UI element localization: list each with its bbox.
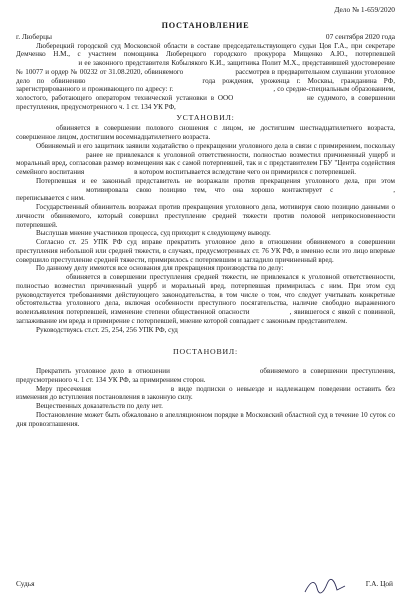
conclusion-intro-paragraph: Выслушав мнение участников процесса, суд приходит к следующему выводу. bbox=[36, 229, 271, 238]
established-heading: УСТАНОВИЛ: bbox=[176, 112, 235, 122]
charge-paragraph: обвиняется в совершении полового сношения с лицом, не достигшим шестнадцатилетнего возраста, совершенное лицом, достигшим восемнадцатилетнего возраста. bbox=[16, 124, 395, 141]
document-title: ПОСТАНОВЛЕНИЕ bbox=[161, 21, 250, 30]
reasoning-paragraph: обвиняется в совершении преступления средней тяжести, не привлекался к уголовной ответственности, полностью возместил причиненный ущерб и моральный вред, потерпевшая примирилась с ним. При этом суд руководствуется требованиями действующего законодательства, в том числе о том, что следует учитывать конкретные обстоятельства уголовного дела, включая особенности преступного посягательства, наличие свободно выраженного волеизъявления потерпевшей, изменение степени общественной опасности , явившегося с явкой с повинной, заглаживание им вреда и примирение с потерпевшей, мнение которой совпадает с законным представителем. bbox=[16, 273, 395, 325]
judge-name: Г.А. Цой bbox=[365, 579, 393, 588]
city-date-line bbox=[16, 33, 395, 42]
motion-paragraph: Обвиняемый и его защитник заявили ходатайство о прекращении уголовного дела в связи с примирением, посколькуранее не привлекался к уголовной ответственности, полностью возместил причиненный ущерб и моральный вред, согласовав размер возмещения как с самой потерпевшей, так и с представителем ГБУ "Центра содействия семейного воспитания в котором воспитывается вследствие чего он примирился с потерпевшей. bbox=[16, 141, 395, 176]
victim-position-paragraph: Потерпевшая и ее законный представитель не возражали против прекращения уголовного дела, при этоммотивировала свою позицию тем, что она хорошо контактирует с , переписывается с ним. bbox=[16, 176, 395, 203]
law-paragraph: Согласно ст. 25 УПК РФ суд вправе прекратить уголовное дело в отношении обвиняемого в совершении преступления небольшой или средней тяжести, в случаях, предусмотренных ст. 76 УК РФ, в именно если это лицо впервые совершило преступление средней тяжести, примирилось с потерпевшим и загладило причиненный вред. bbox=[16, 238, 395, 264]
intro-paragraph: Люберецкий городской суд Московской области в составе председательствующего судьи Цоя Г.А., при секретаре Демченко Н.М., с участием помощника Люберецкого городского прокурора Мищенко А.Ю., потерпевшей и ее законного представителя Кобылякого К.И., защитника Полит М.Х., представившей удостоверение № 10077 и ордер № 00232 от 31.08.2020, обвиняемого рассмотрев в предварительном слушании уголовное дело по обвинению года рождения, уроженца г. Москвы, гражданина РФ, зарегистрированного и проживающего по адресу: г. , со средне-специальным образованием, холостого, работающего оператором технической установки в ООО не судимого, в совершении преступления, предусмотренного ч. 1 ст. 134 УК РФ, bbox=[16, 41, 395, 111]
appeal-paragraph: Постановление может быть обжаловано в апелляционном порядке в Московский областной суд в течение 10 суток со дня провозглашения. bbox=[16, 410, 395, 428]
terminate-paragraph: Прекратить уголовное дело в отношении обвиняемого в совершении преступления, предусмотренного ч. 1 ст. 134 УК РФ, за примирением сторон. bbox=[16, 367, 395, 384]
date: 07 сентября 2020 года bbox=[325, 31, 395, 41]
restraint-paragraph: Меру пресечения в виде подписки о невыезде и надлежащем поведении оставить без изменения до вступления постановления в законную силу. bbox=[16, 384, 395, 402]
city: г. Люберцы bbox=[16, 31, 52, 41]
prosecutor-paragraph: Государственный обвинитель возражал против прекращения уголовного дела, мотивируя свою позицию данными о личности обвиняемого, который совершил преступление средней тяжести против половой неприкосновенности потерпевшей. bbox=[16, 203, 395, 229]
evidence-paragraph: Вещественных доказательств по делу нет. bbox=[36, 402, 163, 410]
signature-line bbox=[16, 580, 393, 589]
grounds-paragraph: По данному делу имеются все основания для прекращения производства по делу: bbox=[36, 264, 284, 273]
guided-by-paragraph: Руководствуясь ст.ст. 25, 254, 256 УПК РФ, суд bbox=[36, 325, 178, 334]
resolved-heading: ПОСТАНОВИЛ: bbox=[173, 347, 238, 357]
case-number: Дело № 1-659/2020 bbox=[334, 5, 395, 14]
judge-label: Судья bbox=[16, 579, 35, 588]
